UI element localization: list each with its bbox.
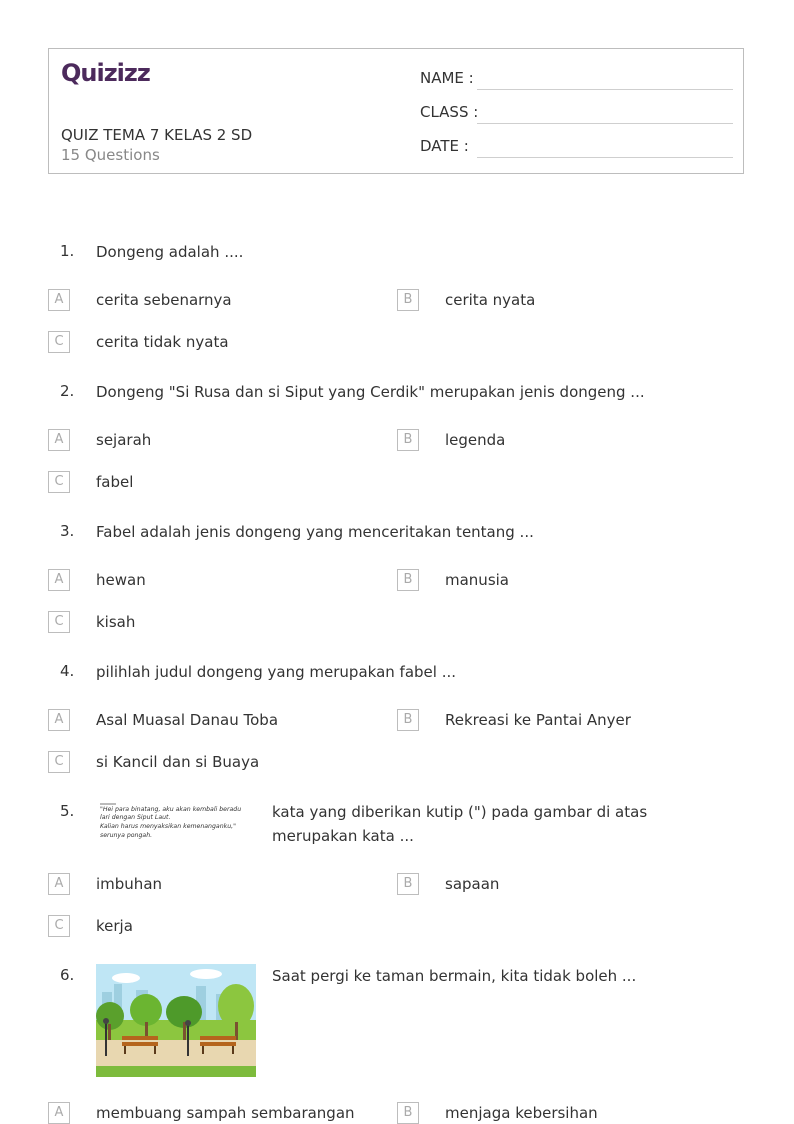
option-text: Asal Muasal Danau Toba <box>96 711 279 729</box>
question-text: Dongeng "Si Rusa dan si Siput yang Cerdik" merupakan jenis dongeng ... <box>96 383 645 401</box>
class-label: CLASS : <box>420 103 479 121</box>
option-letter: B <box>397 289 419 311</box>
option-letter: A <box>48 569 70 591</box>
option-text: sapaan <box>445 875 500 893</box>
option-text: imbuhan <box>96 875 163 893</box>
option-text: cerita nyata <box>445 291 536 309</box>
option-letter: A <box>48 429 70 451</box>
excerpt-line: serunya pongah. <box>100 832 153 839</box>
option-text: si Kancil dan si Buaya <box>96 753 260 771</box>
park-illustration <box>96 964 256 1077</box>
option-text: membuang sampah sembarangan <box>96 1104 355 1122</box>
question-text: Fabel adalah jenis dongeng yang menceritakan tentang ... <box>96 523 534 541</box>
quote-excerpt-svg <box>96 800 256 844</box>
option-text: Rekreasi ke Pantai Anyer <box>445 711 631 729</box>
quote-excerpt-image <box>96 800 256 844</box>
option-letter: C <box>48 471 70 493</box>
question-number: 6. <box>60 966 75 984</box>
excerpt-line: "Hei para binatang, aku akan kembali beradu <box>100 806 242 813</box>
option-text: cerita tidak nyata <box>96 333 229 351</box>
quiz-title: QUIZ TEMA 7 KELAS 2 SD <box>61 126 253 144</box>
question-number: 5. <box>60 802 75 820</box>
option-letter: A <box>48 1102 70 1124</box>
option-letter: B <box>397 429 419 451</box>
question-count: 15 Questions <box>61 146 160 164</box>
question-text: Dongeng adalah .... <box>96 243 244 261</box>
option-text: menjaga kebersihan <box>445 1104 598 1122</box>
class-line <box>477 123 733 124</box>
option-letter: B <box>397 1102 419 1124</box>
option-letter: B <box>397 569 419 591</box>
option-letter: C <box>48 331 70 353</box>
option-text: legenda <box>445 431 506 449</box>
question-text: pilihlah judul dongeng yang merupakan fabel ... <box>96 663 456 681</box>
option-letter: B <box>397 873 419 895</box>
question-number: 4. <box>60 662 75 680</box>
option-text: kerja <box>96 917 133 935</box>
question-text: kata yang diberikan kutip (") pada gambar di atas merupakan kata ... <box>272 803 648 845</box>
excerpt-line: Kalian harus menyaksikan kemenanganku," <box>100 823 236 830</box>
park-svg <box>96 964 256 1077</box>
option-text: sejarah <box>96 431 152 449</box>
question-number: 1. <box>60 242 75 260</box>
option-letter: B <box>397 709 419 731</box>
question-number: 2. <box>60 382 75 400</box>
worksheet-header <box>48 48 744 174</box>
name-label: NAME : <box>420 69 474 87</box>
option-text: kisah <box>96 613 136 631</box>
option-text: manusia <box>445 571 509 589</box>
option-letter: C <box>48 611 70 633</box>
option-text: hewan <box>96 571 146 589</box>
option-letter: A <box>48 873 70 895</box>
option-letter: C <box>48 915 70 937</box>
option-text: fabel <box>96 473 134 491</box>
question-number: 3. <box>60 522 75 540</box>
name-line <box>477 89 733 90</box>
date-label: DATE : <box>420 137 469 155</box>
excerpt-line: lari dengan Siput Laut. <box>100 814 171 821</box>
question-text: Saat pergi ke taman bermain, kita tidak boleh ... <box>272 967 637 985</box>
quizizz-logo: Quizizz <box>61 59 150 87</box>
option-letter: A <box>48 709 70 731</box>
option-letter: C <box>48 751 70 773</box>
date-line <box>477 157 733 158</box>
option-letter: A <box>48 289 70 311</box>
option-text: cerita sebenarnya <box>96 291 232 309</box>
